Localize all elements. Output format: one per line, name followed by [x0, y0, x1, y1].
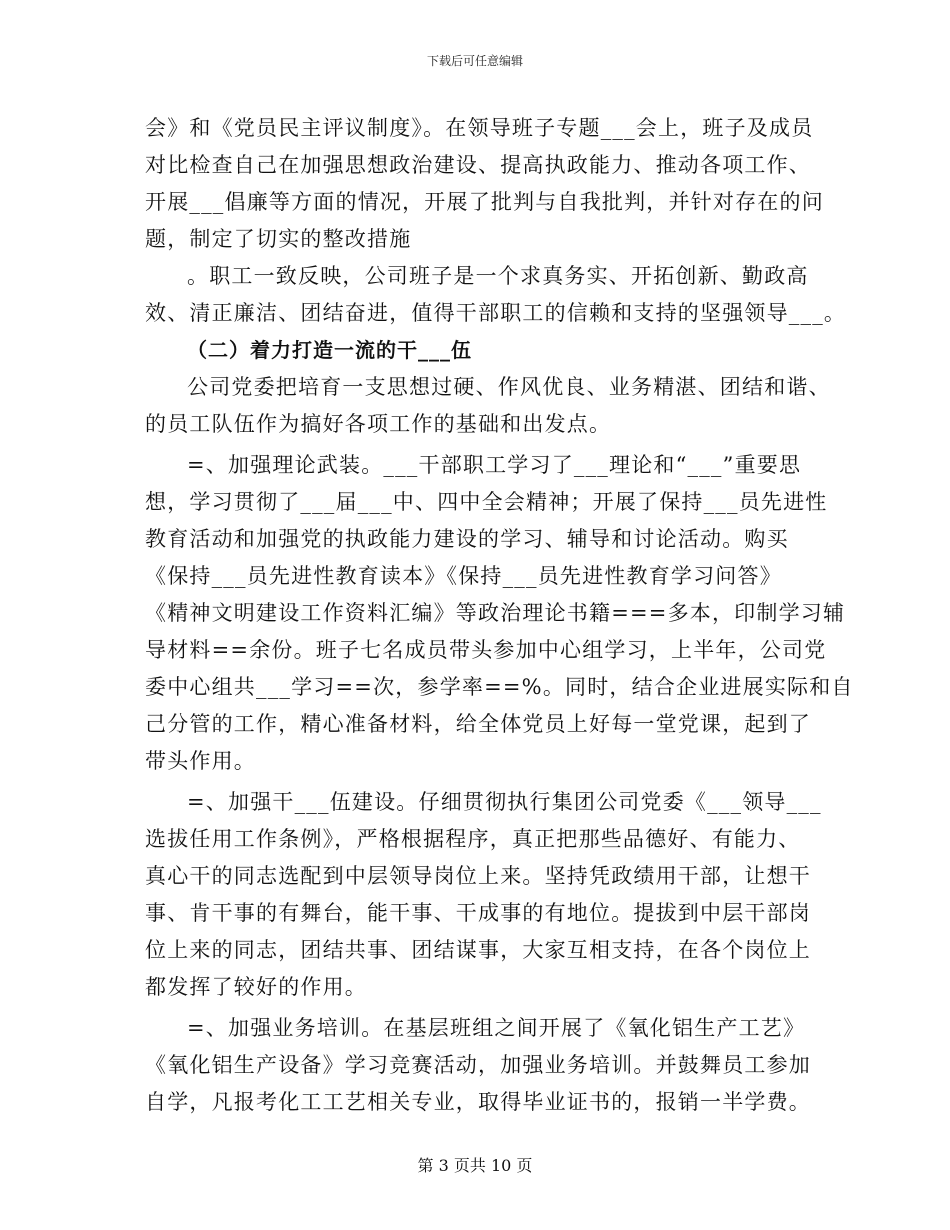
text-line: 。职工一致反映，公司班子是一个求真务实、开拓创新、勤政高: [187, 264, 809, 288]
text-line: 导材料==余份。班子七名成员带头参加中心组学习，上半年，公司党: [145, 638, 827, 662]
text-line: 的员工队伍作为搞好各项工作的基础和出发点。: [145, 412, 612, 436]
text-line: 《氧化铝生产设备》学习竞赛活动，加强业务培训。并鼓舞员工参加: [145, 1053, 811, 1077]
paragraph-6: [145, 1010, 825, 1121]
text-line: 事、肯干事的有舞台，能干事、干成事的有地位。提拔到中层干部岗: [145, 901, 811, 925]
text-line: 开展___倡廉等方面的情况，开展了批判与自我批判，并针对存在的问: [145, 190, 824, 214]
text-line: 效、清正廉洁、团结奋进，值得干部职工的信赖和支持的坚强领导___。: [145, 301, 847, 325]
text-line: 《精神文明建设工作资料汇编》等政治理论书籍===多本，印制学习辅: [145, 601, 846, 625]
paragraph-2: [145, 258, 847, 332]
text-line: 带头作用。: [145, 749, 256, 773]
text-line: 对比检查自己在加强思想政治建设、提高执政能力、推动各项工作、: [145, 153, 811, 177]
text-line: 选拔任用工作条例》，严格根据程序，真正把那些品德好、有能力、: [145, 827, 801, 851]
text-line: =、加强理论武装。___干部职工学习了___理论和“___”重要思: [187, 453, 802, 477]
text-line: 公司党委把培育一支思想过硬、作风优良、业务精湛、团结和谐、: [187, 375, 831, 399]
text-line: 己分管的工作，精心准备材料，给全体党员上好每一堂党课，起到了: [145, 712, 811, 736]
text-line: 真心干的同志选配到中层领导岗位上来。坚持凭政绩用干部，让想干: [145, 864, 811, 888]
text-line: =、加强干___伍建设。仔细贯彻执行集团公司党委《___领导___: [187, 790, 822, 814]
paragraph-5: [145, 784, 825, 1006]
text-line: 想，学习贯彻了___届___中、四中全会精神；开展了保持___员先进性: [145, 490, 828, 514]
text-line: 《保持___员先进性教育读本》《保持___员先进性教育学习问答》: [145, 564, 782, 588]
document-body: [145, 110, 854, 1121]
text-line: 题，制定了切实的整改措施: [145, 227, 412, 251]
text-line: 自学，凡报考化工工艺相关专业，取得毕业证书的，报销一半学费。: [145, 1090, 811, 1114]
page-number-footer: 第 3 页共 10 页: [417, 1156, 533, 1175]
text-line: 都发挥了较好的作用。: [145, 975, 367, 999]
section-heading: （二）着力打造一流的干___伍: [187, 338, 472, 362]
text-line: 会》和《党员民主评议制度》。在领导班子专题___会上，班子及成员: [145, 116, 814, 140]
page-header: 下载后可任意编辑: [426, 54, 523, 68]
text-line: 位上来的同志，团结共事、团结谋事，大家互相支持，在各个岗位上: [145, 938, 811, 962]
paragraph-3: [145, 369, 831, 443]
text-line: 委中心组共___学习==次，参学率==%。同时，结合企业进展实际和自: [145, 675, 854, 699]
paragraph-1: [145, 110, 825, 258]
paragraph-4: [145, 447, 854, 780]
text-line: =、加强业务培训。在基层班组之间开展了《氧化铝生产工艺》: [187, 1016, 806, 1040]
text-line: 教育活动和加强党的执政能力建设的学习、辅导和讨论活动。购买: [145, 527, 789, 551]
